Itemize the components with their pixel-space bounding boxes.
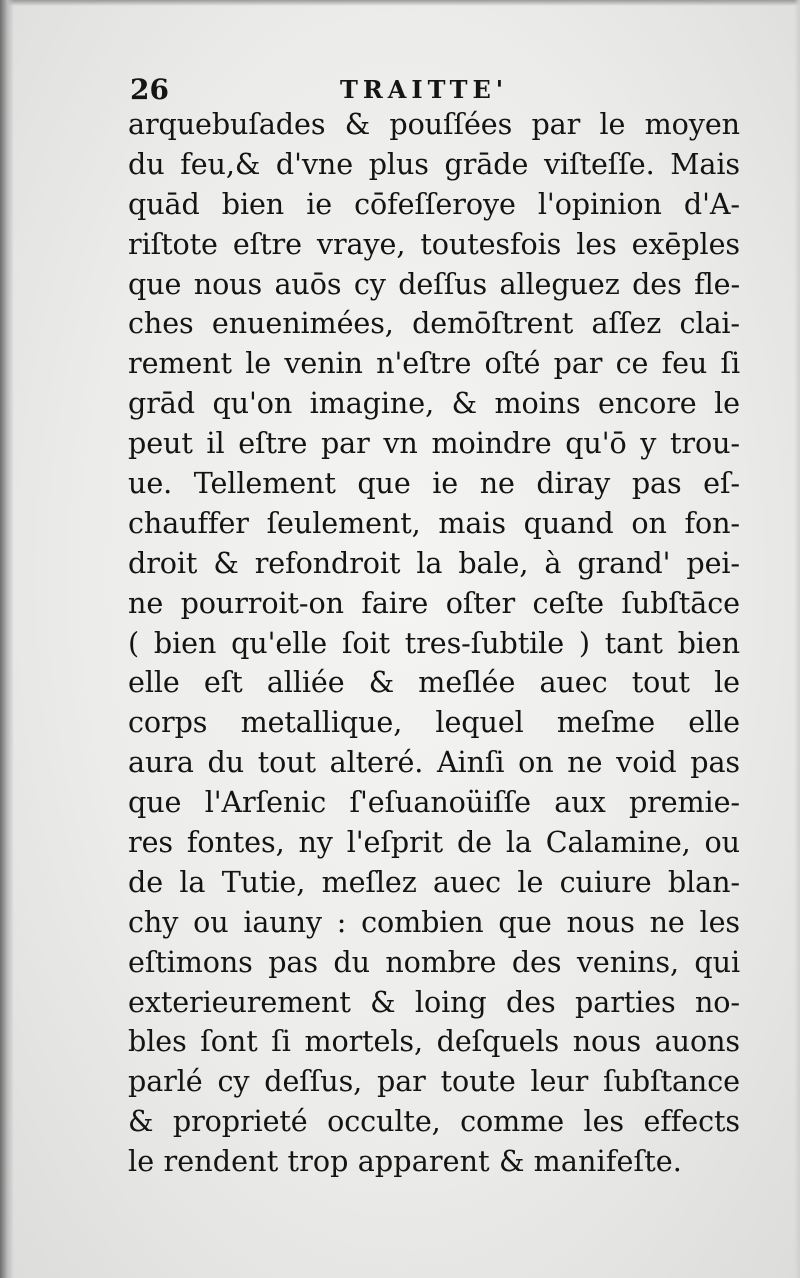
- text-line: ne pourroit-on faire oſter ceſte ſubſtāce: [128, 585, 740, 620]
- text-line: exterieurement & loing des parties no-: [128, 984, 740, 1019]
- text-line: que nous auōs cy deſſus alleguez des fle-: [128, 266, 740, 301]
- text-line: aura du tout alteré. Ainſi on ne void pas: [128, 745, 740, 780]
- running-head: TRAITTE': [340, 75, 509, 104]
- text-line: corps metallique, lequel meſme elle: [128, 705, 740, 740]
- page-number: 26: [130, 73, 169, 106]
- text-line: le rendent trop apparent & manifeſte.: [128, 1144, 682, 1179]
- text-line: ches enuenimées, demōſtrent aſſez clai-: [128, 306, 740, 341]
- text-line: du feu,& d'vne plus grāde viſteſſe. Mais: [128, 146, 740, 181]
- text-line: eſtimons pas du nombre des venins, qui: [128, 944, 740, 979]
- text-line: droit & refondroit la bale, à grand' pei-: [128, 545, 740, 580]
- text-line: chy ou iauny : combien que nous ne les: [128, 904, 740, 939]
- text-line: res fontes, ny l'eſprit de la Calamine, ou: [128, 825, 740, 860]
- text-line: arquebuſades & pouſſées par le moyen: [128, 107, 740, 141]
- text-line: ( bien qu'elle ſoit tres-ſubtile ) tant bien: [128, 625, 740, 660]
- text-line: que l'Arſenic ſ'eſuanoüiſſe aux premie-: [128, 785, 740, 820]
- text-line: quād bien ie cōfeſſeroye l'opinion d'A-: [128, 186, 740, 221]
- text-line: peut il eſtre par vn moindre qu'ō y trou-: [128, 426, 740, 461]
- text-line: de la Tutie, meſlez auec le cuiure blan-: [128, 864, 740, 899]
- text-line: rement le venin n'eſtre oſté par ce feu ſi: [128, 346, 740, 381]
- text-line: riſtote eſtre vraye, toutesfois les exēples: [128, 226, 740, 261]
- text-line: ue. Tellement que ie ne diray pas eſ-: [128, 466, 740, 501]
- text-line: elle eſt alliée & meſlée auec tout le: [128, 665, 740, 700]
- page-right-edge: [794, 0, 800, 1278]
- text-line: parlé cy deſſus, par toute leur ſubſtance: [128, 1064, 740, 1099]
- page-gutter-shadow: [0, 0, 14, 1278]
- page-header: [128, 72, 728, 108]
- text-line: chauffer ſeulement, mais quand on fon-: [128, 505, 740, 540]
- text-line: grād qu'on imagine, & moins encore le: [128, 386, 740, 421]
- text-line: bles ſont ſi mortels, deſquels nous auons: [128, 1024, 740, 1059]
- page-top-shadow: [0, 0, 800, 6]
- body-text: [128, 105, 740, 1182]
- text-line: & proprieté occulte, comme les effects: [128, 1104, 740, 1139]
